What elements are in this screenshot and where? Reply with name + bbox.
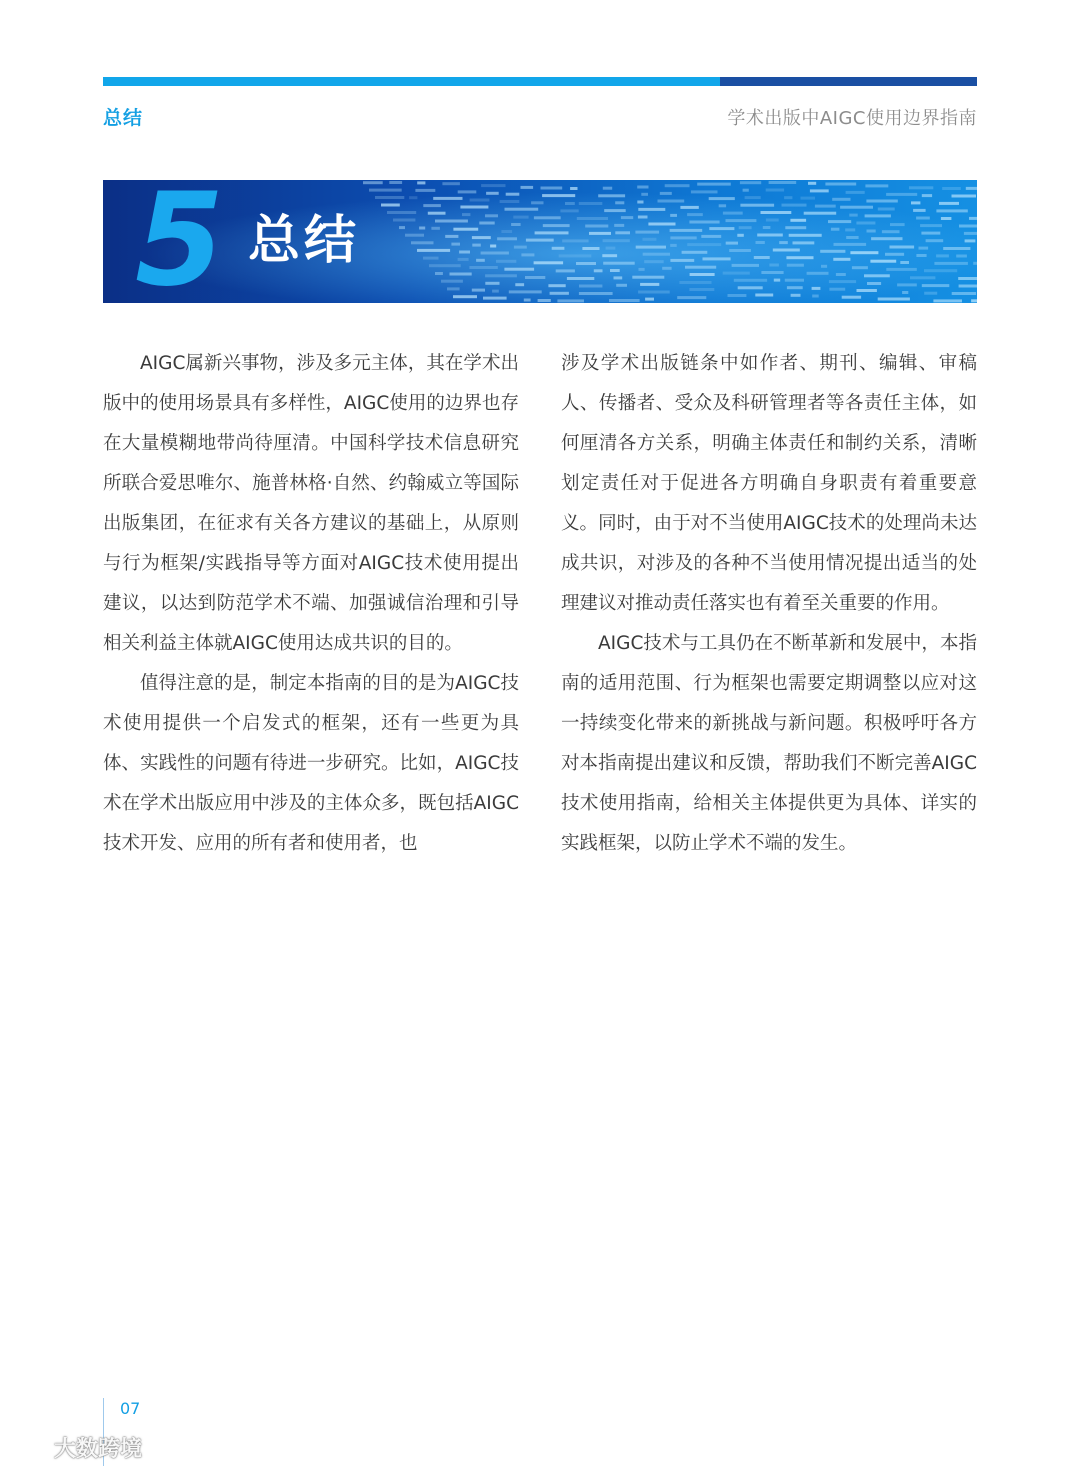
banner-texture-bit [691,190,718,193]
banner-texture-bit [829,280,856,283]
banner-texture-bit [638,216,648,219]
banner-texture-bit [511,223,520,226]
banner-texture-bit [514,246,527,249]
banner-texture-bit [609,299,640,302]
banner-texture-bit [472,244,481,247]
banner-texture-bit [525,276,545,279]
banner-texture-bit [665,184,690,187]
banner-texture-bit [852,266,868,269]
banner-texture-bit [504,268,534,271]
banner-texture-bit [785,279,804,282]
banner-texture-bit [789,234,822,237]
banner-texture-bit [902,291,908,294]
banner-texture-bit [964,232,977,235]
banner-texture-bit [423,204,441,207]
banner-texture-bit [690,273,715,276]
chapter-number: 5 [135,180,225,303]
banner-texture-bit [934,262,968,265]
banner-texture-bit [857,289,877,292]
banner-texture-bit [959,285,977,288]
header-accent-bar-dark [720,77,977,86]
banner-texture-bit [677,296,706,299]
banner-texture-bit [840,206,873,209]
banner-texture-bit [531,201,543,204]
banner-texture-bit [603,187,612,190]
banner-texture-bit [865,184,888,187]
banner-texture-bit [687,213,703,216]
banner-texture-bit [567,277,594,280]
banner-texture-bit [756,241,765,244]
banner-texture-bit [689,221,719,224]
banner-texture-bit [924,269,957,272]
banner-texture-bit [534,216,561,219]
banner-texture-bit [882,230,900,233]
banner-texture-bit [472,236,491,239]
banner-texture-bit [447,287,460,290]
banner-texture-bit [469,266,497,269]
banner-texture-bit [453,295,477,298]
banner-texture-bit [393,219,415,222]
banner-texture-bit [641,193,648,196]
banner-texture-bit [911,201,920,204]
banner-texture-bit [585,225,608,228]
banner-texture-bit [779,241,788,244]
banner-texture-bit [636,246,666,249]
banner-texture-bit [639,268,645,271]
banner-texture-bit [845,228,855,231]
banner-texture-bit [791,294,801,297]
banner-texture-bit [660,192,672,195]
watermark-logo-icon [10,1435,48,1461]
banner-texture-bit [638,208,665,211]
banner-texture-bit [476,259,485,262]
banner-texture-bit [643,253,670,256]
chapter-title: 总结 [248,211,361,271]
banner-texture-bit [924,292,937,295]
banner-texture-bit [565,202,575,205]
banner-texture-bit [732,264,759,267]
banner-texture-bit [737,234,744,237]
banner-texture-bit [773,249,800,252]
banner-texture-bit [428,212,446,215]
banner-texture-bit [459,251,470,254]
banner-texture-bit [709,197,735,200]
banner-texture-bit [375,196,404,199]
banner-texture-bit [579,202,603,205]
banner-texture-bit [943,247,970,250]
banner-texture-bit [808,182,816,185]
banner-texture-bit [865,214,891,217]
banner-texture-bit [769,181,797,184]
banner-texture-bit [598,194,625,197]
banner-texture-bit [849,214,857,217]
banner-texture-bit [643,238,657,241]
banner-texture-bit [389,181,402,184]
banner-texture-bit [560,209,578,212]
banner-texture-bit [644,260,664,263]
banner-texture-bit [685,266,716,269]
banner-texture-bit [916,217,930,220]
body-column-right [561,344,977,864]
banner-texture-bit [728,294,747,297]
banner-texture-bit [582,247,599,250]
banner-texture-bit [769,264,779,267]
banner-texture-bit [738,286,763,289]
banner-texture-bit [579,292,613,295]
banner-texture-bit [959,225,977,228]
banner-texture-bit [939,202,959,205]
page-number: 07 [120,1399,141,1418]
banner-texture-bit [679,281,711,284]
banner-texture-bit [766,189,784,192]
banner-texture-bit [614,276,623,279]
banner-texture-bit [550,292,569,295]
banner-texture-bit [687,243,721,246]
banner-texture-bit [387,211,416,214]
banner-texture-bit [836,273,846,276]
banner-texture-bit [922,284,950,287]
banner-texture-bit [763,226,771,229]
banner-texture-bit [604,209,626,212]
banner-texture-bit [594,269,603,272]
banner-texture-bit [369,189,402,192]
banner-texture-bit [916,254,926,257]
banner-texture-bit [897,283,917,286]
banner-texture-bit [505,208,539,211]
banner-texture-bit [850,251,878,254]
banner-texture-bit [431,227,440,230]
banner-texture-bit [490,245,496,248]
banner-texture-bit [479,222,494,225]
banner-texture-bit [552,247,565,250]
banner-texture-bit [429,264,461,267]
banner-texture-bit [610,269,620,272]
banner-texture-bit [828,220,851,223]
banner-texture-bit [399,226,405,229]
banner-texture-bit [966,187,977,190]
banner-texture-bit [615,231,630,234]
body-column-left [103,344,519,864]
banner-texture-bit [526,239,554,242]
banner-texture-bit [739,226,752,229]
banner-texture-bit [458,190,477,193]
banner-texture-bit [829,288,845,291]
banner-texture-bit [538,299,551,302]
watermark-text: 大数跨境 [54,1437,143,1462]
banner-texture-bit [867,282,881,285]
banner-texture-bit [648,223,675,226]
banner-texture-bit [662,267,671,270]
banner-texture-bit [472,289,485,292]
banner-texture-bit [451,243,460,246]
banner-texture-bit [637,201,643,204]
banner-texture-bit [433,197,462,200]
banner-texture-bit [645,298,654,301]
banner-texture-bit [658,200,685,203]
banner-texture-bit [496,260,516,263]
banner-texture-bit [562,239,588,242]
banner-texture-bit [782,204,807,207]
banner-texture-bit [483,297,507,300]
banner-texture-bit [363,181,383,184]
banner-texture-bit [921,232,940,235]
banner-texture-bit [919,247,929,250]
banner-texture-bit [442,182,460,185]
banner-texture-bit [458,258,469,261]
banner-texture-bit [886,268,917,271]
banner-texture-bit [445,235,458,238]
banner-texture-bit [515,283,524,286]
banner-texture-bit [524,299,531,302]
banner-texture-bit [890,223,905,226]
banner-texture-bit [790,219,806,222]
banner-texture-bit [637,186,648,189]
banner-texture-bit [952,292,976,295]
banner-texture-bit [740,204,774,207]
banner-texture-bit [787,264,804,267]
banner-texture-bit [670,229,703,232]
banner-texture-bit [723,212,743,215]
banner-texture-bit [481,252,509,255]
banner-texture-bit [846,191,865,194]
banner-texture-bit [603,262,635,265]
banner-texture-bit [417,249,450,252]
banner-texture-bit [621,216,633,219]
banner-texture-bit [670,244,677,247]
banner-texture-bit [614,224,624,227]
banner-texture-bit [886,193,917,196]
banner-texture-bit [913,209,926,212]
banner-texture-bit [909,186,933,189]
banner-texture-bit [726,242,738,245]
banner-texture-bit [821,265,827,268]
banner-texture-bit [936,209,967,212]
chapter-banner-background [103,180,977,303]
banner-texture-bit [971,299,977,302]
banner-texture-bit [415,189,435,192]
banner-texture-bit [766,219,779,222]
banner-texture-bit [958,277,977,280]
banner-texture-bit [754,256,770,259]
banner-texture-bit [417,181,425,184]
banner-texture-bit [846,236,858,239]
banner-texture-bit [576,262,596,265]
banner-texture-bit [825,183,856,186]
banner-texture-bit [497,237,517,240]
banner-texture-bit [834,243,867,246]
banner-texture-bit [485,274,517,277]
banner-texture-bit [807,272,829,275]
banner-texture-bit [729,249,751,252]
banner-texture-bit [602,254,617,257]
banner-texture-bit [670,214,677,217]
banner-texture-bit [936,254,949,257]
banner-texture-bit [952,195,977,198]
banner-texture-bit [535,231,569,234]
banner-texture-bit [965,239,976,242]
banner-texture-bit [405,234,424,237]
banner-texture-bit [441,280,463,283]
banner-texture-bit [381,204,400,207]
body-paragraph: AIGC技术与工具仍在不断革新和发展中，本指南的适用范围、行为框架也需要定期调整以应对这一持续变化带来的新挑战与新问题。积极呼吁各方对本指南提出建议和反馈，帮助我们不断完善AIGC技术使用指南，给相关主体提供更为具体、详实的实践框架，以防止学术不端的发生。 [561,633,977,854]
banner-texture-bit [635,231,659,234]
watermark [10,1432,142,1463]
banner-texture-bit [870,260,896,263]
banner-texture-bit [761,211,792,214]
banner-texture-bit [506,193,520,196]
banner-texture-bit [933,299,962,302]
banner-texture-bit [784,196,792,199]
banner-texture-bit [577,217,608,220]
banner-texture-bit [866,200,897,203]
banner-texture-bit [757,234,783,237]
banner-texture-bit [774,279,780,282]
banner-texture-bit [615,201,624,204]
banner-texture-bit [521,186,534,189]
banner-texture-bit [548,284,565,287]
banner-texture-bit [900,261,909,264]
banner-texture-bit [606,247,616,250]
banner-texture-bit [541,187,563,190]
banner-texture-bit [589,232,611,235]
banner-texture-bit [793,241,815,244]
banner-texture-bit [703,257,731,260]
banner-texture-bit [842,296,861,299]
banner-texture-bit [890,246,915,249]
banner-texture-bit [734,279,767,282]
banner-texture-bit [462,213,470,216]
banner-texture-bit [801,197,816,200]
banner-texture-bit [632,276,664,279]
banner-texture-bit [740,181,761,184]
banner-texture-bit [470,199,490,202]
body-paragraph: AIGC属新兴事物，涉及多元主体，其在学术出版中的使用场景具有多样性，AIGC使用的边界也存在大量模糊地带尚待厘清。中国科学技术信息研究所联合爱思唯尔、施普林格·自然、约翰威立等国际出版集团，在征求有关各方建议的基础上，从原则与行为框架/实践指导等方面对AIGC技术使用提出建议，以达到防范学术不端、加强诚信治理和引导相关利益主体就AIGC使用达成共识的目的。 [103,353,519,654]
banner-texture-bit [411,241,434,244]
banner-texture-bit [557,299,584,302]
banner-texture-bit [871,237,902,240]
banner-texture-bit [492,290,499,293]
banner-texture-bit [682,251,708,254]
chapter-banner [103,180,977,303]
banner-texture-bit [786,256,813,259]
banner-texture-bit [450,273,472,276]
banner-texture-bit [856,222,875,225]
banner-texture-bit [670,236,696,239]
banner-texture-bit [423,257,439,260]
banner-texture-bit [833,258,850,261]
banner-texture-bit [501,230,512,233]
banner-texture-bit [812,287,821,290]
banner-texture-bit [603,239,630,242]
running-head-section: 总结 [103,107,144,129]
banner-texture-bit [509,290,542,293]
banner-texture-bit [810,189,829,192]
banner-texture-bit [500,200,520,203]
banner-texture-bit [638,291,670,294]
banner-texture-bit [743,189,749,192]
banner-texture-bit [723,272,750,275]
banner-texture-bit [485,214,498,217]
banner-texture-bit [513,216,528,219]
banner-texture-bit [719,204,726,207]
banner-texture-bit [820,250,845,253]
banner-texture-bit [726,219,757,222]
banner-texture-bit [804,212,837,215]
banner-texture-bit [689,288,714,291]
banner-texture-bit [486,192,499,195]
header-accent-bar [103,77,977,86]
banner-texture-bit [485,282,499,285]
banner-texture-bit [579,285,602,288]
banner-texture-bit [941,217,952,220]
banner-texture-bit [453,228,478,231]
banner-texture-bit [815,205,836,208]
banner-texture-bit [680,206,698,209]
banner-texture-bit [460,206,488,209]
banner-texture-bit [435,272,443,275]
banner-texture-bit [864,274,890,277]
banner-texture-bit [910,276,935,279]
banner-texture-bit [922,194,932,197]
banner-texture-bit [556,269,575,272]
banner-texture-bit [755,294,773,297]
banner-texture-bit [831,228,840,231]
banner-texture-bit [542,194,575,197]
banner-texture-bit [709,227,734,230]
banner-texture-bit [926,239,944,242]
body-paragraph-continued: 涉及学术出版链条中如作者、期刊、编辑、审稿人、传播者、受众及科研管理者等各责任主体，如何厘清各方关系，明确主体责任和制约关系，清晰划定责任对于促进各方明确自身职责有着重要意义。同时，由于对不当使用AIGC技术的处理尚未达成共识，对涉及的各种不当使用情况提出适当的处理建议对推动责任落实也有着至关重要的作用。 [561,353,977,614]
banner-texture-bit [419,227,425,230]
header-accent-bar-light [103,77,720,86]
banner-texture-bit [812,295,819,298]
banner-texture-bit [409,196,417,199]
banner-texture-bit [481,184,505,187]
banner-texture-bit [787,286,803,289]
banner-texture-bit [878,208,895,211]
banner-texture-bit [570,187,577,190]
banner-texture-bit [885,253,904,256]
banner-texture-bit [920,224,942,227]
banner-texture-bit [867,230,876,233]
banner-texture-bit [534,261,564,264]
banner-texture-bit [832,198,850,201]
banner-texture-bit [745,196,761,199]
running-head-doc-title: 学术出版中AIGC使用边界指南 [727,108,977,129]
banner-texture-bit [956,255,967,258]
banner-texture-bit [697,183,731,186]
banner-texture-bit [761,271,783,274]
banner-texture-bit [973,262,977,265]
banner-texture-bit [543,224,570,227]
body-paragraph: 值得注意的是，制定本指南的目的是为AIGC技术使用提供一个启发式的框架，还有一些更为具体、实践性的问题有待进一步研究。比如，AIGC技术在学术出版应用中涉及的主体众多，既包括AIGC技术开发、应用的所有者和使用者，也 [103,673,519,854]
banner-texture-bit [701,235,721,238]
banner-texture-bit [640,283,659,286]
banner-texture-bit [878,298,910,301]
banner-texture-bit [616,284,627,287]
banner-texture-bit [559,254,592,257]
banner-texture-bit [969,217,977,220]
banner-texture-bit [785,226,806,229]
banner-texture-bit [670,259,694,262]
banner-texture-bit [521,253,534,256]
banner-texture-bit [435,220,468,223]
banner-texture-bit [942,187,961,190]
